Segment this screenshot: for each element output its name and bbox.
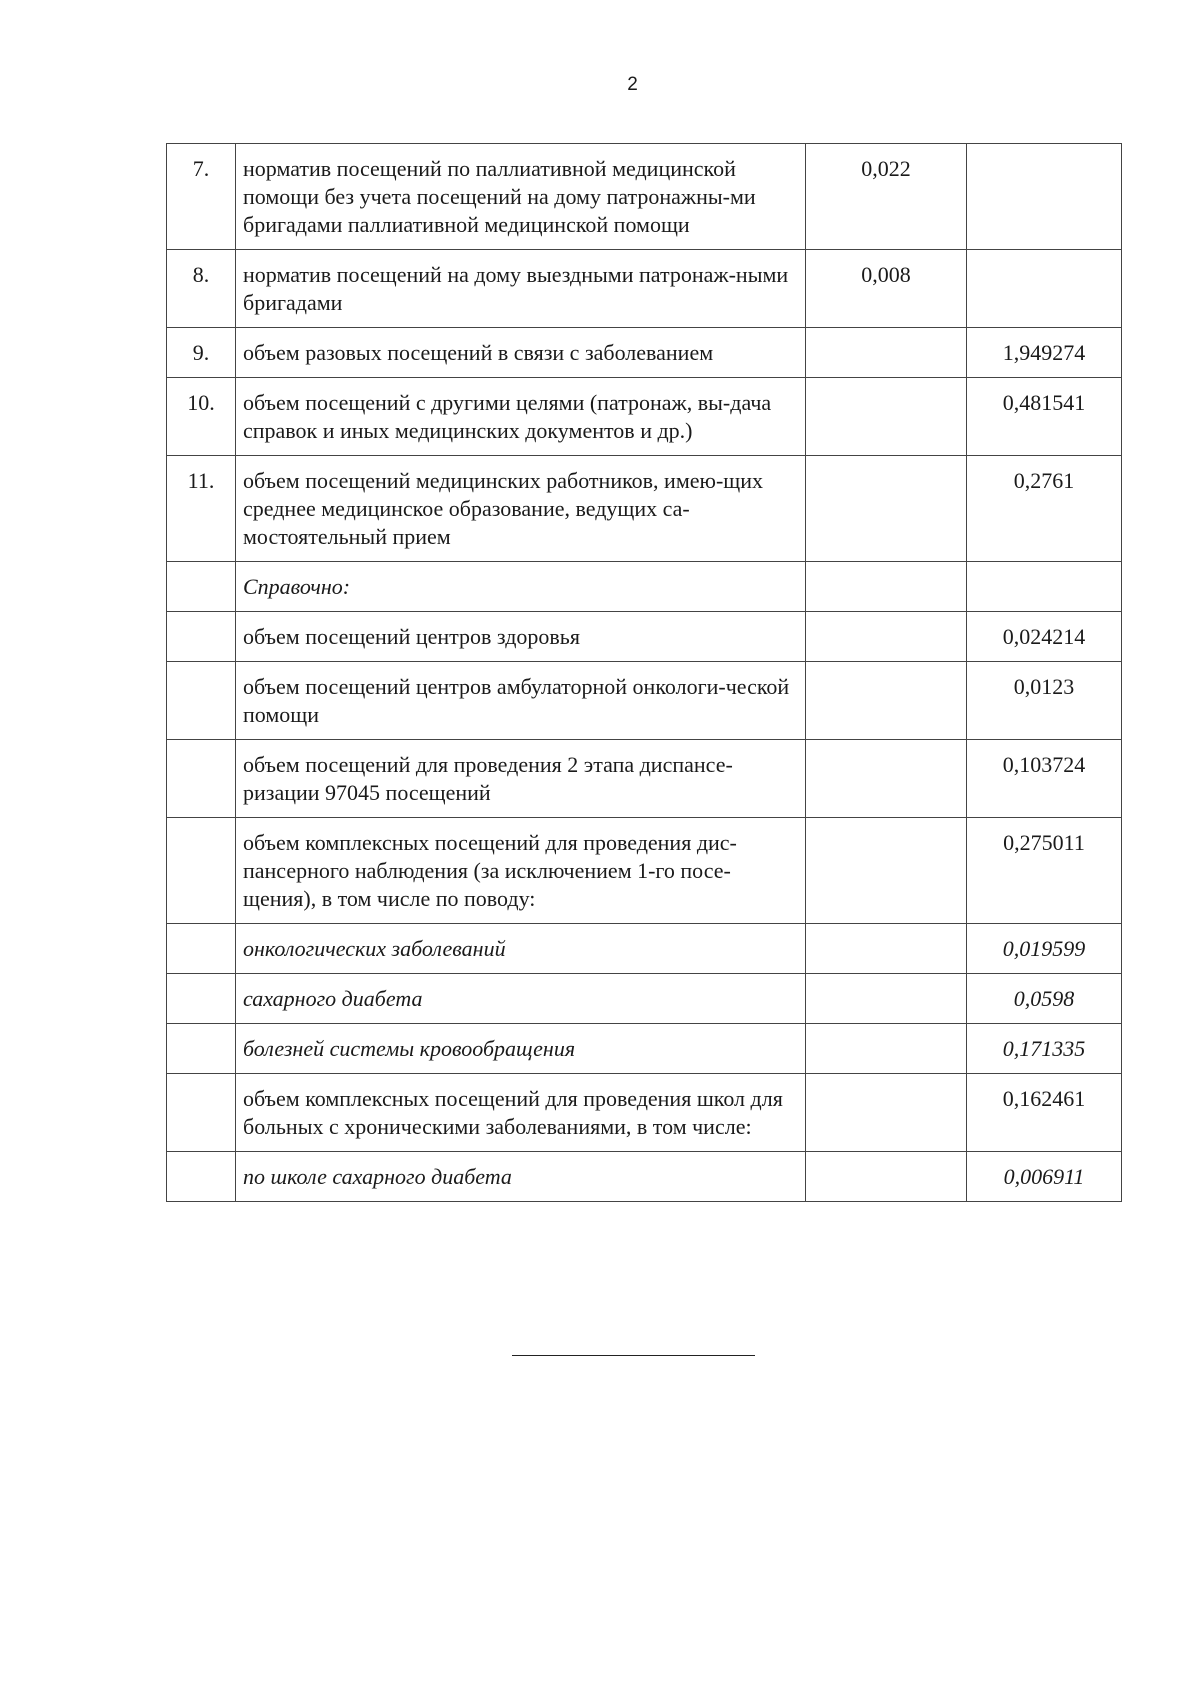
row-number: 10. — [167, 378, 236, 456]
table-row — [167, 740, 1122, 818]
row-number — [167, 974, 236, 1024]
row-number: 8. — [167, 250, 236, 328]
row-number — [167, 612, 236, 662]
row-norm-value — [806, 1074, 967, 1152]
row-volume-value: 0,2761 — [967, 456, 1122, 562]
row-description: объем посещений для проведения 2 этапа диспансе-ризации 97045 посещений — [236, 740, 806, 818]
row-number — [167, 1152, 236, 1202]
row-number — [167, 1024, 236, 1074]
table-row — [167, 144, 1122, 250]
row-volume-value: 0,481541 — [967, 378, 1122, 456]
row-volume-value: 0,0123 — [967, 662, 1122, 740]
row-volume-value: 1,949274 — [967, 328, 1122, 378]
end-of-document-rule — [512, 1355, 755, 1356]
row-number — [167, 1074, 236, 1152]
row-volume-value — [967, 144, 1122, 250]
row-description: объем комплексных посещений для проведения дис-пансерного наблюдения (за исключением 1-го посе-щения), в том числе по поводу: — [236, 818, 806, 924]
row-norm-value — [806, 818, 967, 924]
row-description: объем комплексных посещений для проведения школ для больных с хроническими заболеваниями, в том числе: — [236, 1074, 806, 1152]
table-row — [167, 250, 1122, 328]
row-description: Справочно: — [236, 562, 806, 612]
row-number: 7. — [167, 144, 236, 250]
visits-norms-table — [166, 143, 1122, 1202]
row-norm-value — [806, 328, 967, 378]
page-number: 2 — [627, 74, 638, 95]
row-volume-value — [967, 562, 1122, 612]
row-norm-value — [806, 612, 967, 662]
table-row — [167, 974, 1122, 1024]
row-description: норматив посещений по паллиативной медицинской помощи без учета посещений на дому патронажны-ми бригадами паллиативной медицинской помощи — [236, 144, 806, 250]
table-row — [167, 328, 1122, 378]
table-body — [167, 144, 1122, 1202]
row-number — [167, 662, 236, 740]
row-volume-value: 0,162461 — [967, 1074, 1122, 1152]
row-norm-value — [806, 378, 967, 456]
row-number — [167, 818, 236, 924]
table-row — [167, 1074, 1122, 1152]
row-description: норматив посещений на дому выездными патронаж-ными бригадами — [236, 250, 806, 328]
row-norm-value — [806, 740, 967, 818]
row-volume-value: 0,275011 — [967, 818, 1122, 924]
table-row-reference-header — [167, 562, 1122, 612]
row-description: по школе сахарного диабета — [236, 1152, 806, 1202]
row-volume-value — [967, 250, 1122, 328]
row-volume-value: 0,006911 — [967, 1152, 1122, 1202]
row-number — [167, 562, 236, 612]
row-description: сахарного диабета — [236, 974, 806, 1024]
row-norm-value — [806, 662, 967, 740]
row-norm-value — [806, 1152, 967, 1202]
row-description: объем разовых посещений в связи с заболеванием — [236, 328, 806, 378]
row-norm-value: 0,008 — [806, 250, 967, 328]
row-number — [167, 924, 236, 974]
row-description: объем посещений центров амбулаторной онкологи-ческой помощи — [236, 662, 806, 740]
table-row — [167, 612, 1122, 662]
row-description: объем посещений медицинских работников, имею-щих среднее медицинское образование, ведущих са-мостоятельный прием — [236, 456, 806, 562]
row-volume-value: 0,019599 — [967, 924, 1122, 974]
row-norm-value — [806, 456, 967, 562]
table-row — [167, 1152, 1122, 1202]
row-norm-value — [806, 974, 967, 1024]
row-number: 9. — [167, 328, 236, 378]
row-description: объем посещений центров здоровья — [236, 612, 806, 662]
table-row — [167, 924, 1122, 974]
table-row — [167, 662, 1122, 740]
row-norm-value: 0,022 — [806, 144, 967, 250]
table-row — [167, 1024, 1122, 1074]
row-description: объем посещений с другими целями (патронаж, вы-дача справок и иных медицинских документов и др.) — [236, 378, 806, 456]
row-norm-value — [806, 562, 967, 612]
row-volume-value: 0,024214 — [967, 612, 1122, 662]
row-number — [167, 740, 236, 818]
row-number: 11. — [167, 456, 236, 562]
row-norm-value — [806, 1024, 967, 1074]
table-row — [167, 456, 1122, 562]
row-volume-value: 0,0598 — [967, 974, 1122, 1024]
row-description: болезней системы кровообращения — [236, 1024, 806, 1074]
table-row — [167, 378, 1122, 456]
row-volume-value: 0,103724 — [967, 740, 1122, 818]
table-row — [167, 818, 1122, 924]
row-description: онкологических заболеваний — [236, 924, 806, 974]
row-volume-value: 0,171335 — [967, 1024, 1122, 1074]
row-norm-value — [806, 924, 967, 974]
